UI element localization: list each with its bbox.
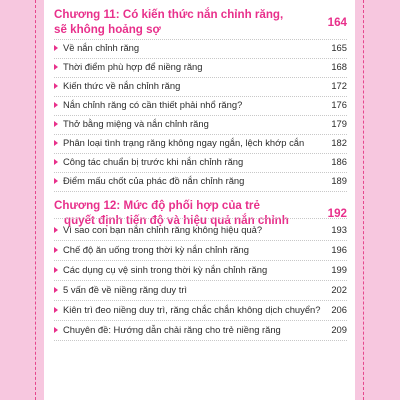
toc-entry[interactable] xyxy=(54,282,347,297)
entry-label: Điểm mấu chốt của phác đồ nắn chỉnh răng xyxy=(63,175,245,186)
entry-label: Các dụng cụ vệ sinh trong thời kỳ nắn chỉnh răng xyxy=(63,264,268,275)
bullet-icon xyxy=(54,140,58,146)
entry-page-number: 182 xyxy=(331,137,347,148)
entry-label: Thời điểm phù hợp để niềng răng xyxy=(63,61,203,72)
toc-entry[interactable] xyxy=(54,97,347,112)
toc-entry[interactable] xyxy=(54,135,347,150)
entry-page-number: 193 xyxy=(331,224,347,235)
entry-label: Nắn chỉnh răng có cần thiết phải nhổ răng? xyxy=(63,99,243,110)
entry-page-number: 176 xyxy=(331,99,347,110)
divider xyxy=(54,320,347,321)
entry-page-number: 196 xyxy=(331,244,347,255)
bullet-icon xyxy=(54,121,58,127)
entry-label: Thở bằng miệng và nắn chỉnh răng xyxy=(63,118,209,129)
entry-page-number: 179 xyxy=(331,118,347,129)
chapter-title-line: sẽ không hoảng sợ xyxy=(54,23,161,36)
left-dashed-margin xyxy=(35,0,36,400)
chapter-title-line: Chương 11: Có kiến thức nắn chỉnh răng, xyxy=(54,8,284,21)
entry-page-number: 202 xyxy=(331,284,347,295)
toc-entry[interactable] xyxy=(54,173,347,188)
bullet-icon xyxy=(54,267,58,273)
entry-label: Chế độ ăn uống trong thời kỳ nắn chỉnh răng xyxy=(63,244,249,255)
divider xyxy=(54,300,347,301)
divider xyxy=(54,240,347,241)
chapter-11-heading[interactable] xyxy=(54,7,347,37)
entry-page-number: 172 xyxy=(331,80,347,91)
bullet-icon xyxy=(54,287,58,293)
toc-entry[interactable] xyxy=(54,222,347,237)
toc-entry[interactable] xyxy=(54,78,347,93)
entry-page-number: 168 xyxy=(331,61,347,72)
divider xyxy=(54,191,347,192)
chapter-page-number: 164 xyxy=(327,16,347,29)
bullet-icon xyxy=(54,83,58,89)
toc-entry[interactable] xyxy=(54,154,347,169)
toc-page xyxy=(44,0,355,400)
entry-label: Vì sao con bạn nắn chỉnh răng không hiệu quả? xyxy=(63,224,263,235)
chapter-page-number: 192 xyxy=(327,207,347,220)
toc-entry[interactable] xyxy=(54,40,347,55)
toc-entry[interactable] xyxy=(54,322,347,337)
right-dashed-margin xyxy=(363,0,364,400)
bullet-icon xyxy=(54,102,58,108)
entry-label: Công tác chuẩn bị trước khi nắn chỉnh răng xyxy=(63,156,244,167)
divider xyxy=(54,260,347,261)
chapter-title-line: Chương 12: Mức độ phối hợp của trẻ xyxy=(54,199,260,212)
toc-entry[interactable] xyxy=(54,116,347,131)
entry-label: 5 vấn đề về niềng răng duy trì xyxy=(63,284,188,295)
bullet-icon xyxy=(54,64,58,70)
entry-page-number: 186 xyxy=(331,156,347,167)
entry-label: Phân loại tình trạng răng không ngay ngắn, lệch khớp cắn xyxy=(63,137,305,148)
bullet-icon xyxy=(54,247,58,253)
toc-entry[interactable] xyxy=(54,242,347,257)
bullet-icon xyxy=(54,159,58,165)
bullet-icon xyxy=(54,45,58,51)
bullet-icon xyxy=(54,227,58,233)
entry-label: Kiến thức về nắn chỉnh răng xyxy=(63,80,181,91)
entry-label: Chuyên đề: Hướng dẫn chải răng cho trẻ niềng răng xyxy=(63,324,281,335)
bullet-icon xyxy=(54,178,58,184)
entry-page-number: 165 xyxy=(331,42,347,53)
bullet-icon xyxy=(54,327,58,333)
entry-page-number: 209 xyxy=(331,324,347,335)
entry-page-number: 206 xyxy=(331,304,347,315)
toc-entry[interactable] xyxy=(54,59,347,74)
entry-page-number: 199 xyxy=(331,264,347,275)
divider xyxy=(54,340,347,341)
entry-label: Về nắn chỉnh răng xyxy=(63,42,140,53)
chapter-title xyxy=(54,7,289,37)
chapter-title-line: quyết định tiến độ và hiệu quả nắn chỉnh xyxy=(64,214,289,227)
toc-entry[interactable] xyxy=(54,262,347,277)
toc-entry[interactable] xyxy=(54,302,347,317)
divider xyxy=(54,280,347,281)
divider xyxy=(54,218,347,219)
entry-label: Kiên trì đeo niềng duy trì, răng chắc chắn không dịch chuyển? xyxy=(63,304,321,315)
entry-page-number: 189 xyxy=(331,175,347,186)
bullet-icon xyxy=(54,307,58,313)
